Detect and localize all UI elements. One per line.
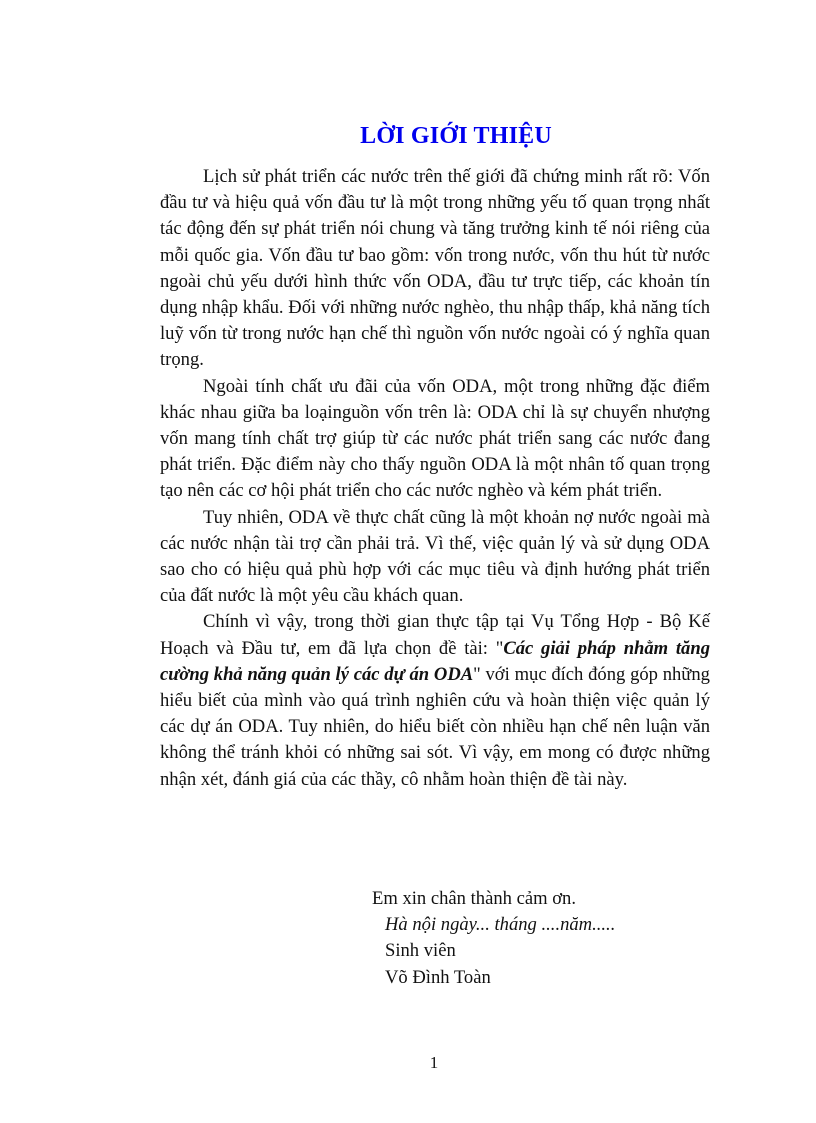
page-number: 1 xyxy=(429,1053,439,1072)
thesis-topic: Các giải pháp nhằm tăng cường khả năng quản lý các dự án ODA xyxy=(160,637,710,685)
paragraph-3: Tuy nhiên, ODA về thực chất cũng là một khoản nợ nước ngoài mà các nước nhận tài trợ cần phải trả. Vì thế, việc quản lý và sử dụng ODA sao cho có hiệu quả phù hợp với các mục tiêu và định hướng phát triển của đất nước là một yêu cầu khách quan. xyxy=(160,506,710,607)
paragraph-2: Ngoài tính chất ưu đãi của vốn ODA, một trong những đặc điểm khác nhau giữa ba loạinguồn vốn trên là: ODA chỉ là sự chuyển nhượng vốn mang tính chất trợ giúp từ các nước phát triển sang các nước đang phát triển. Đặc điểm này cho thấy nguồn ODA là một nhân tố quan trọng tạo nên các cơ hội phát triển cho các nước nghèo và kém phát triển. xyxy=(160,375,710,502)
introduction-body xyxy=(160,164,710,793)
paragraph-4-after: " với mục đích đóng góp những hiểu biết của mình vào quá trình nghiên cứu và hoàn thiện việc quản lý các dự án ODA. Tuy nhiên, do hiểu biết còn nhiều hạn chế nên luận văn không thể tránh khỏi có những sai sót. Vì vậy, em mong có được những nhận xét, đánh giá của các thầy, cô nhằm hoàn thiện đề tài này. xyxy=(160,663,710,790)
author-name: Võ Đình Toàn xyxy=(385,966,491,988)
date-line: Hà nội ngày... tháng ....năm..... xyxy=(385,914,616,936)
thanks-line: Em xin chân thành cảm ơn. xyxy=(372,888,576,909)
page-title: LỜI GIỚI THIỆU xyxy=(360,123,552,150)
paragraph-4-before: Chính vì vậy, trong thời gian thực tập tại Vụ Tổng Hợp - Bộ Kế Hoạch và Đầu tư, em đã lựa chọn đề tài: " xyxy=(160,611,710,659)
role-line: Sinh viên xyxy=(385,940,456,962)
paragraph-1: Lịch sử phát triển các nước trên thế giới đã chứng minh rất rõ: Vốn đầu tư và hiệu quả vốn đầu tư là một trong những yếu tố quan trọng nhất tác động đến sự phát triển nói chung và tăng trưởng kinh tế nói riêng của mỗi quốc gia. Vốn đầu tư bao gồm: vốn trong nước, vốn thu hút từ nước ngoài chủ yếu dưới hình thức vốn ODA, đầu tư trực tiếp, các khoản tín dụng nhập khẩu. Đối với những nước nghèo, thu nhập thấp, khả năng tích luỹ vốn từ trong nước hạn chế thì nguồn vốn nước ngoài có ý nghĩa quan trọng. xyxy=(160,166,710,371)
signature-block xyxy=(372,886,712,991)
paragraph-4 xyxy=(160,609,710,792)
